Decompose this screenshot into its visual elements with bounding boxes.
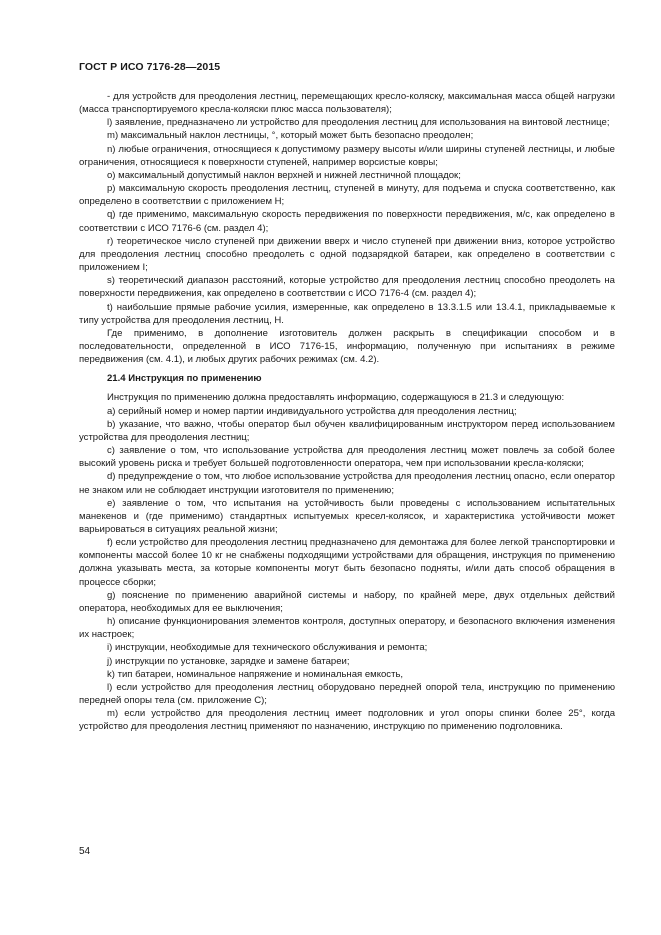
paragraph: a) серийный номер и номер партии индивидуального устройства для преодоления лестниц; [107, 405, 517, 417]
page-number: 54 [79, 846, 91, 857]
paragraph: Инструкция по применению должна предоставлять информацию, содержащуюся в 21.3 и следующую: [107, 392, 565, 404]
paragraph: r) теоретическое число ступеней при движении вверх и число ступеней при движении вниз, которое устройство для преодоления лестниц способно преодолеть с одной подзарядкой батареи, как определено в соответствии с приложением I; [79, 235, 615, 274]
paragraph: s) теоретический диапазон расстояний, которые устройство для преодоления лестниц способно преодолеть на поверхности передвижения, как определено в соответствии с ИСО 7176-4 (см. раздел 4); [79, 275, 615, 300]
paragraph: t) наибольшие прямые рабочие усилия, измеренные, как определено в 13.3.1.5 или 13.4.1, прикладываемые к типу устройства для преодоления лестниц, H. [79, 301, 615, 326]
paragraph: l) если устройство для преодоления лестниц оборудовано передней опорой тела, инструкцию по применению передней опоры тела (см. приложение C); [79, 681, 615, 707]
paragraph: g) пояснение по применению аварийной системы и набору, по крайней мере, двух отдельных действий оператора, необходимых для ее выключения; [79, 589, 615, 614]
paragraph: m) максимальный наклон лестницы, °, который может быть безопасно преодолен; [107, 130, 474, 142]
document-body [79, 90, 615, 734]
paragraph: n) любые ограничения, относящиеся к допустимому размеру высоты и/или ширины ступеней лестницы, и любые ограничения, относящиеся к поверхности ступеней, например ворсистые ковры; [79, 143, 615, 168]
paragraph: q) где применимо, максимальную скорость передвижения по поверхности передвижения, м/с, как определено в соответствии с ИСО 7176-6 (см. раздел 4); [79, 209, 615, 234]
paragraph: Где применимо, в дополнение изготовитель должен раскрыть в спецификации способом и в последовательности, определенной в ИСО 7176-15, информацию, полученную при испытаниях в режиме передвижения (см. 4.1), и любых других рабочих режимах (см. 4.2). [79, 327, 615, 366]
paragraph: f) если устройство для преодоления лестниц предназначено для демонтажа для более легкой транспортировки и компоненты массой более 10 кг не снабжены подходящими устройствами для обращения, инструкция по применению должна указывать места, за которые компоненты могут быть безопасно подняты, и/или дать способ обращения в процессе сборки; [79, 537, 615, 588]
paragraph: o) максимальный допустимый наклон верхней и нижней лестничной площадок; [107, 169, 461, 181]
paragraph: m) если устройство для преодоления лестниц имеет подголовник и угол опоры спинки более 25°, когда устройство для преодоления лестниц применяют по назначению, инструкцию по применению подголовника. [79, 708, 615, 733]
paragraph: d) предупреждение о том, что любое использование устройства для преодоления лестниц опасно, если оператор не знаком или не соблюдает инструкции изготовителя по применению; [79, 471, 615, 496]
paragraph: b) указание, что важно, чтобы оператор был обучен квалифицированным инструктором перед использованием устройства для преодоления лестниц; [79, 418, 615, 443]
section-heading: 21.4 Инструкция по применению [107, 373, 262, 385]
paragraph: - для устройств для преодоления лестниц, перемещающих кресло-коляску, максимальная масса общей нагрузки (масса транспортируемого кресла-коляски плюс масса пользователя); [79, 91, 615, 116]
paragraph: i) инструкции, необходимые для технического обслуживания и ремонта; [107, 642, 428, 654]
document-header: ГОСТ Р ИСО 7176-28—2015 [79, 61, 221, 73]
paragraph: h) описание функционирования элементов контроля, доступных оператору, и безопасного включения изменения их настроек; [79, 616, 615, 641]
paragraph: l) заявление, предназначено ли устройство для преодоления лестниц для использования на винтовой лестнице; [107, 117, 610, 129]
paragraph: k) тип батареи, номинальное напряжение и номинальная емкость, [107, 668, 404, 680]
paragraph: j) инструкции по установке, зарядке и замене батареи; [107, 655, 350, 667]
paragraph: p) максимальную скорость преодоления лестниц, ступеней в минуту, для подъема и спуска соответственно, как определено в соответствии с приложением H; [79, 183, 615, 208]
paragraph: e) заявление о том, что испытания на устойчивость были проведены с использованием испытательных манекенов и (где применимо) стандартных испытуемых кресел-колясок, и характеристика устойчивости может варьироваться в ситуациях реальной жизни; [79, 497, 615, 535]
paragraph: c) заявление о том, что использование устройства для преодоления лестниц может повлечь за собой более высокий уровень риска и требует большей подготовленности оператора, чем при использовании кресла-коляски; [79, 445, 615, 470]
